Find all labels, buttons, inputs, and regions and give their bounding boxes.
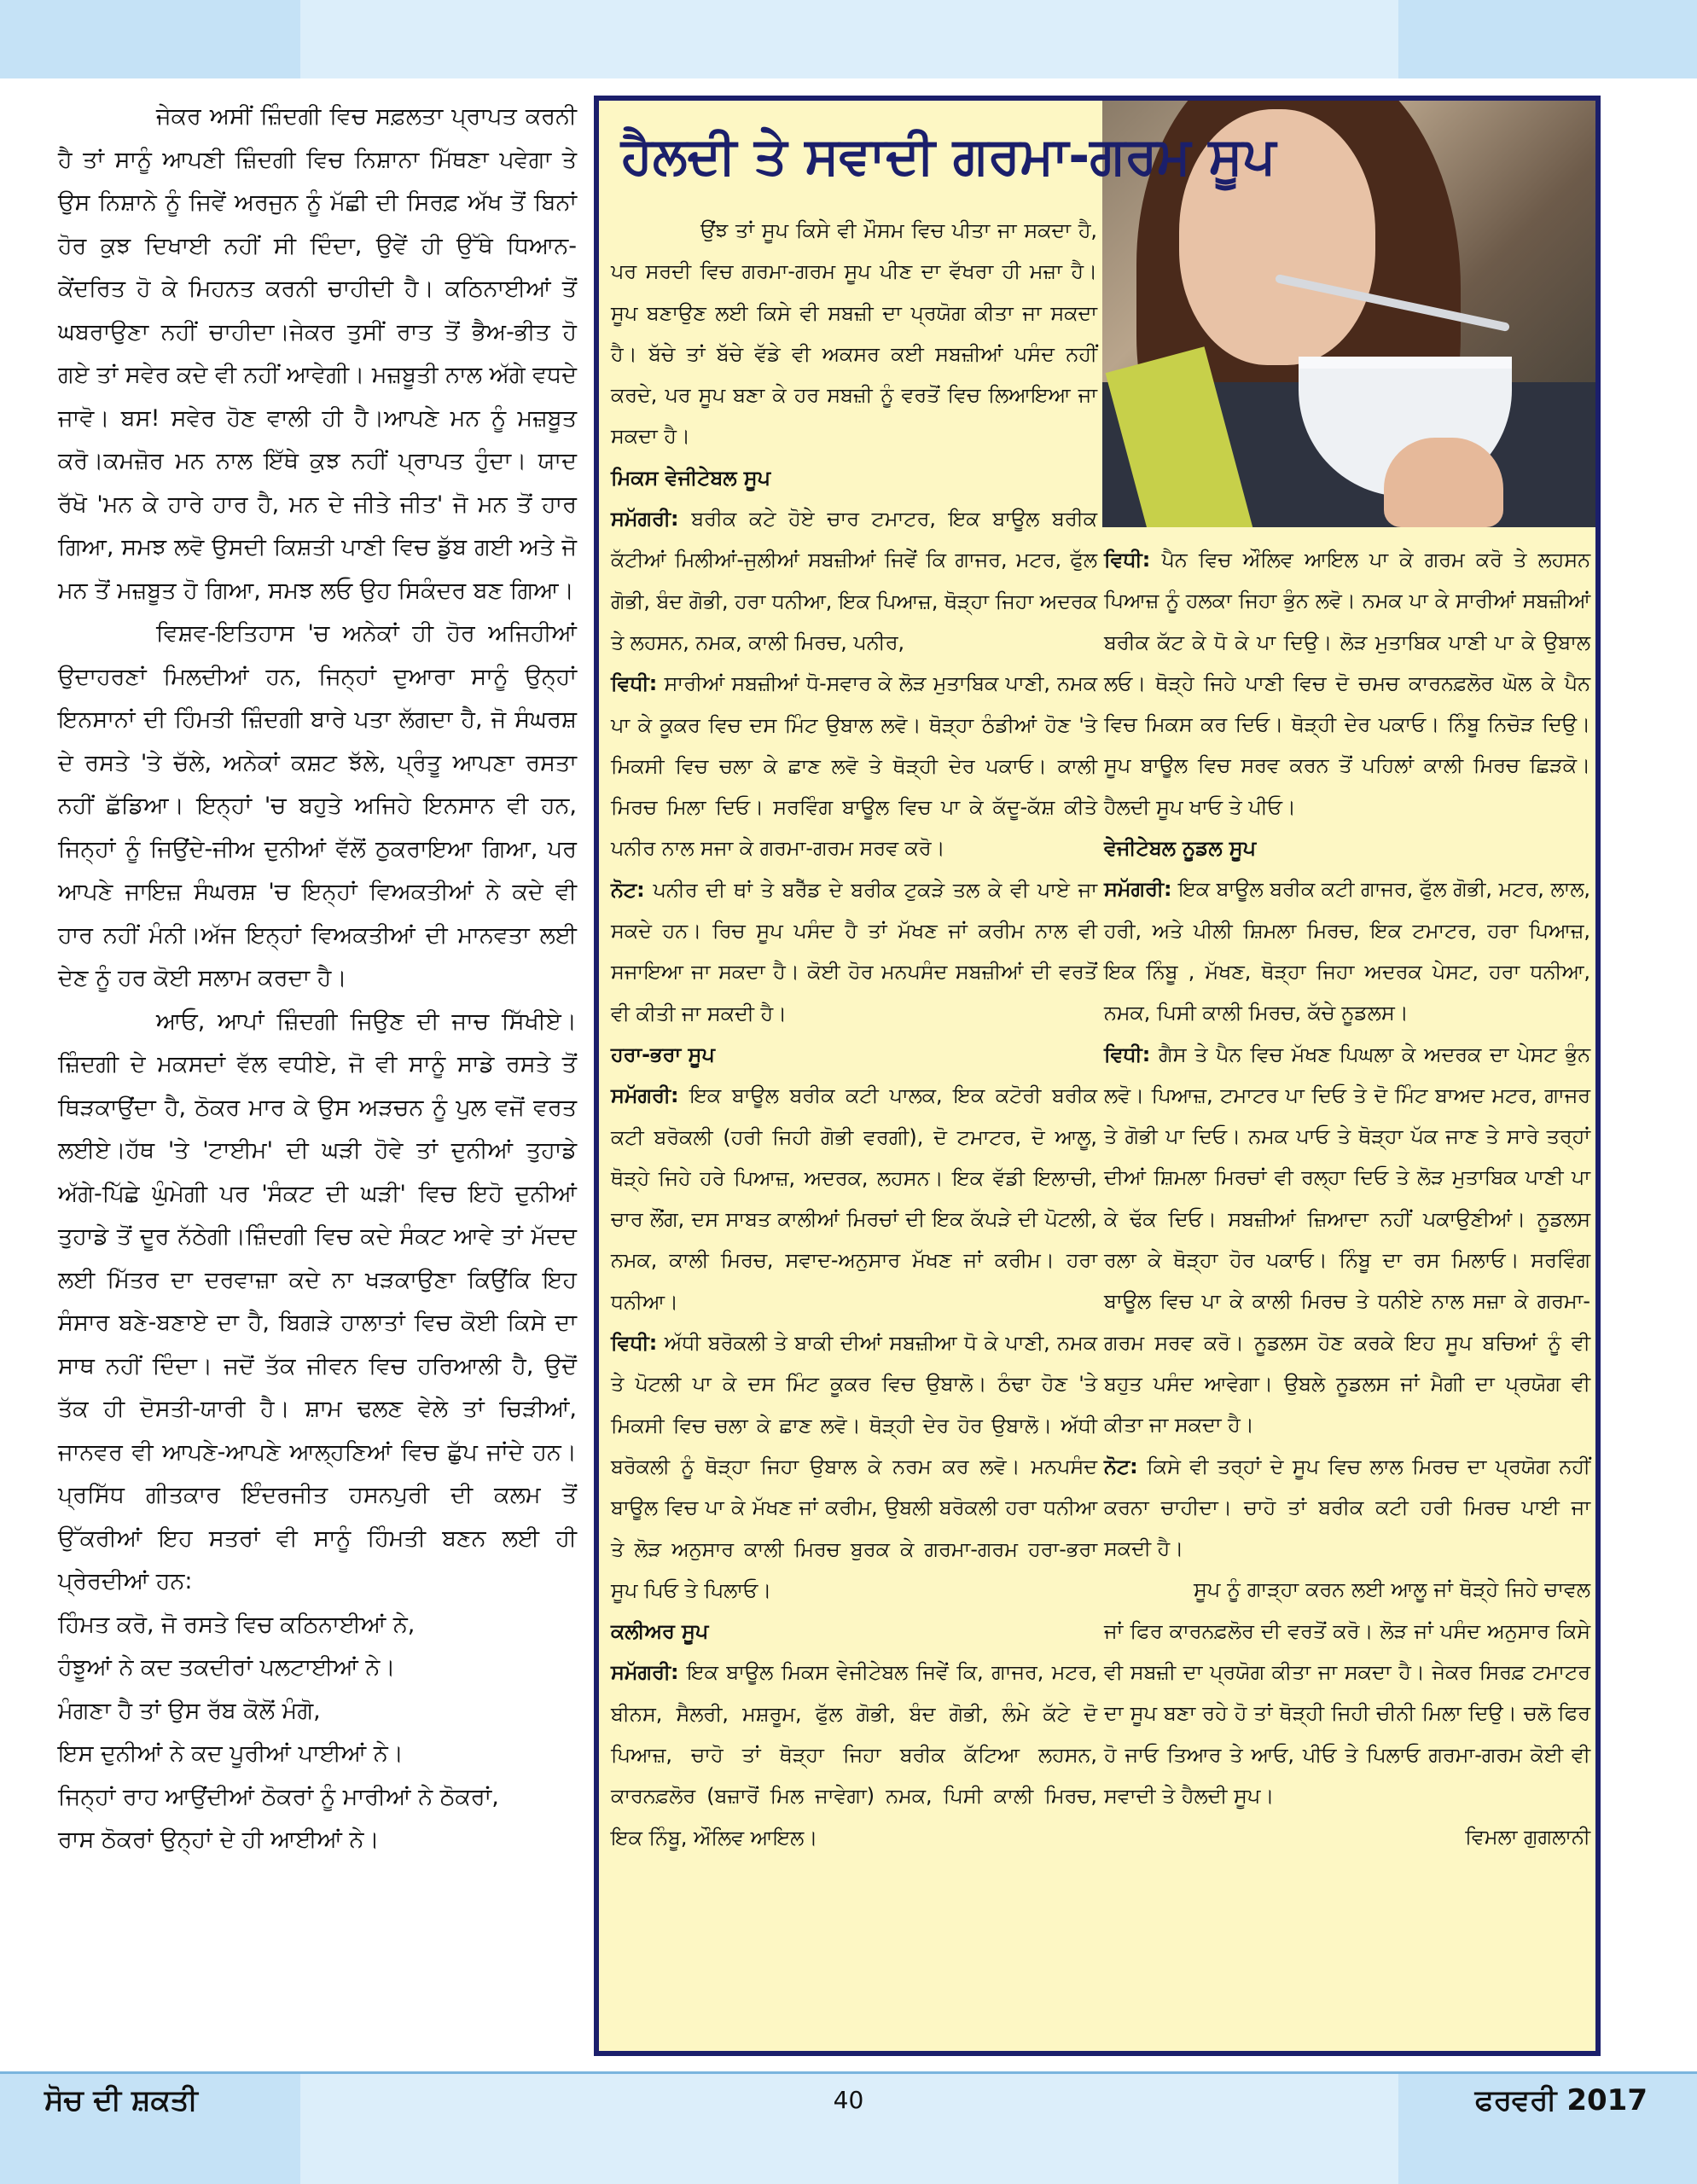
verse-line: ਇਸ ਦੁਨੀਆਂ ਨੇ ਕਦ ਪੂਰੀਆਂ ਪਾਈਆਂ ਨੇ। xyxy=(58,1740,404,1767)
article-intro: ਉਂਝ ਤਾਂ ਸੂਪ ਕਿਸੇ ਵੀ ਮੌਸਮ ਵਿਚ ਪੀਤਾ ਜਾ ਸਕਦਾ ਹੈ, ਪਰ ਸਰਦੀ ਵਿਚ ਗਰਮਾ-ਗਰਮ ਸੂਪ ਪੀਣ ਦਾ ਵੱਖਰਾ ਹੀ ਮਜ਼ਾ ਹੈ। ਸੂਪ ਬਣਾਉਣ ਲਈ ਕਿਸੇ ਵੀ ਸਬਜ਼ੀ ਦਾ ਪ੍ਰਯੋਗ ਕੀਤਾ ਜਾ ਸਕਦਾ ਹੈ। ਬੱਚੇ ਤਾਂ ਬੱਚੇ ਵੱਡੇ ਵੀ ਅਕਸਰ ਕਈ ਸਬਜ਼ੀਆਂ ਪਸੰਦ ਨਹੀਂ ਕਰਦੇ, ਪਰ ਸੂਪ ਬਣਾ ਕੇ ਹਰ ਸਬਜ਼ੀ ਨੂੰ ਵਰਤੋਂ ਵਿਚ ਲਿਆਇਆ ਜਾ ਸਕਦਾ ਹੈ। xyxy=(611,218,1097,449)
article-title: ਹੈਲਦੀ ਤੇ ਸਵਾਦੀ ਗਰਮਾ-ਗਰਮ ਸੂਪ xyxy=(621,126,1276,186)
article-column-2 xyxy=(1104,539,1590,1858)
clear-method xyxy=(1104,539,1590,828)
closing-paragraph: ਸੂਪ ਨੂੰ ਗਾੜ੍ਹਾ ਕਰਨ ਲਈ ਆਲੂ ਜਾਂ ਥੋੜ੍ਹੇ ਜਿਹੇ ਚਾਵਲ ਜਾਂ ਫਿਰ ਕਾਰਨਫ਼ਲੋਰ ਦੀ ਵਰਤੋਂ ਕਰੋ। ਲੋੜ ਜਾਂ ਪਸੰਦ ਅਨੁਸਾਰ ਕਿਸੇ ਵੀ ਸਬਜ਼ੀ ਦਾ ਪ੍ਰਯੋਗ ਕੀਤਾ ਜਾ ਸਕਦਾ ਹੈ। ਜੇਕਰ ਸਿਰਫ਼ ਟਮਾਟਰ ਦਾ ਸੂਪ ਬਣਾ ਰਹੇ ਹੋ ਤਾਂ ਥੋੜ੍ਹੀ ਜਿਹੀ ਚੀਨੀ ਮਿਲਾ ਦਿਉ। ਚਲੋ ਫਿਰ ਹੋ ਜਾਓ ਤਿਆਰ ਤੇ ਆਓ, ਪੀਓ ਤੇ ਪਿਲਾਓ ਗਰਮਾ-ਗਰਮ ਕੋਈ ਵੀ ਸਵਾਦੀ ਤੇ ਹੈਲਦੀ ਸੂਪ। xyxy=(1104,1577,1590,1808)
clear-ingredients xyxy=(611,1652,1097,1857)
verse-line: ਹੰਝੂਆਂ ਨੇ ਕਦ ਤਕਦੀਰਾਂ ਪਲਟਾਈਆਂ ਨੇ। xyxy=(58,1654,396,1681)
ingredients-label: ਸਮੱਗਰੀ: xyxy=(611,1083,679,1108)
soup-article-box xyxy=(594,96,1601,2056)
harabhara-method xyxy=(611,1322,1097,1611)
method-label: ਵਿਧੀ: xyxy=(611,671,658,696)
footer-divider xyxy=(0,2071,1697,2074)
page-number: 40 xyxy=(833,2086,864,2114)
left-paragraph-3: ਆਓ, ਆਪਾਂ ਜ਼ਿੰਦਗੀ ਜਿਉਣ ਦੀ ਜਾਚ ਸਿੱਖੀਏ।ਜ਼ਿੰਦਗੀ ਦੇ ਮਕਸਦਾਂ ਵੱਲ ਵਧੀਏ, ਜੋ ਵੀ ਸਾਨੂੰ ਸਾਡੇ ਰਸਤੇ ਤੋਂ ਥਿੜਕਾਉਂਦਾ ਹੈ, ਠੋਕਰ ਮਾਰ ਕੇ ਉਸ ਅੜਚਨ ਨੂੰ ਪੁਲ ਵਜੋਂ ਵਰਤ ਲਈਏ।ਹੱਥ 'ਤੇ 'ਟਾਈਮ' ਦੀ ਘੜੀ ਹੋਵੇ ਤਾਂ ਦੁਨੀਆਂ ਤੁਹਾਡੇ ਅੱਗੇ-ਪਿੱਛੇ ਘੁੰਮੇਗੀ ਪਰ 'ਸੰਕਟ ਦੀ ਘੜੀ' ਵਿਚ ਇਹੋ ਦੁਨੀਆਂ ਤੁਹਾਡੇ ਤੋਂ ਦੂਰ ਨੱਠੇਗੀ।ਜ਼ਿੰਦਗੀ ਵਿਚ ਕਦੇ ਸੰਕਟ ਆਵੇ ਤਾਂ ਮੱਦਦ ਲਈ ਮਿੱਤਰ ਦਾ ਦਰਵਾਜ਼ਾ ਕਦੇ ਨਾ ਖੜਕਾਉਣਾ ਕਿਉਂਕਿ ਇਹ ਸੰਸਾਰ ਬਣੇ-ਬਣਾਏ ਦਾ ਹੈ, ਬਿਗੜੇ ਹਾਲਾਤਾਂ ਵਿਚ ਕੋਈ ਕਿਸੇ ਦਾ ਸਾਥ ਨਹੀਂ ਦਿੰਦਾ। ਜਦੋਂ ਤੱਕ ਜੀਵਨ ਵਿਚ ਹਰਿਆਲੀ ਹੈ, ਉਦੋਂ ਤੱਕ ਹੀ ਦੋਸਤੀ-ਯਾਰੀ ਹੈ। ਸ਼ਾਮ ਢਲਣ ਵੇਲੇ ਤਾਂ ਚਿੜੀਆਂ, ਜਾਨਵਰ ਵੀ ਆਪਣੇ-ਆਪਣੇ ਆਲ੍ਹਣਿਆਂ ਵਿਚ ਛੁੱਪ ਜਾਂਦੇ ਹਨ। ਪ੍ਰਸਿੱਧ ਗੀਤਕਾਰ ਇੰਦਰਜੀਤ ਹਸਨਪੁਰੀ ਦੀ ਕਲਮ ਤੋਂ ਉੱਕਰੀਆਂ ਇਹ ਸਤਰਾਂ ਵੀ ਸਾਨੂੰ ਹਿੰਮਤੀ ਬਣਨ ਲਈ ਹੀ ਪ੍ਰੇਰਦੀਆਂ ਹਨ: xyxy=(58,1008,577,1594)
author-name: ਵਿਮਲਾ ਗੁਗਲਾਨੀ xyxy=(1465,1825,1590,1850)
ingredients-label: ਸਮੱਗਰੀ: xyxy=(611,1660,679,1685)
verse-line: ਮੰਗਣਾ ਹੈ ਤਾਂ ਉਸ ਰੱਬ ਕੋਲੋਂ ਮੰਗੋ, xyxy=(58,1697,321,1724)
note-text: ਕਿਸੇ ਵੀ ਤਰ੍ਹਾਂ ਦੇ ਸੂਪ ਵਿਚ ਲਾਲ ਮਿਰਚ ਦਾ ਪ੍ਰਯੋਗ ਨਹੀਂ ਕਰਨਾ ਚਾਹੀਦਾ। ਚਾਹੋ ਤਾਂ ਬਰੀਕ ਕਟੀ ਹਰੀ ਮਿਰਚ ਪਾਈ ਜਾ ਸਕਦੀ ਹੈ। xyxy=(1104,1454,1590,1561)
verse-line: ਰਾਸ ਠੋਕਰਾਂ ਉਨ੍ਹਾਂ ਦੇ ਹੀ ਆਈਆਂ ਨੇ। xyxy=(58,1827,380,1853)
harabhara-heading: ਹਰਾ-ਭਰਾ ਸੂਪ xyxy=(611,1042,715,1066)
magazine-name: ਸੋਚ ਦੀ ਸ਼ਕਤੀ xyxy=(44,2083,198,2117)
note-label: ਨੋਟ: xyxy=(1104,1454,1138,1478)
noodle-heading: ਵੇਜੀਟੇਬਲ ਨੂਡਲ ਸੂਪ xyxy=(1104,836,1256,861)
noodle-note xyxy=(1104,1446,1590,1570)
method-label: ਵਿਧੀ: xyxy=(1104,548,1151,572)
harabhara-ingredients xyxy=(611,1075,1097,1322)
top-band xyxy=(0,0,1697,78)
mixveg-note xyxy=(611,869,1097,1034)
ingredients-label: ਸਮੱਗਰੀ: xyxy=(1104,877,1172,902)
mixveg-heading: ਮਿਕਸ ਵੇਜੀਟੇਬਲ ਸੂਪ xyxy=(611,465,770,490)
method-text: ਪੈਨ ਵਿਚ ਔਲਿਵ ਆਇਲ ਪਾ ਕੇ ਗਰਮ ਕਰੋ ਤੇ ਲਹਸਨ ਪਿਆਜ਼ ਨੂੰ ਹਲਕਾ ਜਿਹਾ ਭੁੰਨ ਲਵੋ। ਨਮਕ ਪਾ ਕੇ ਸਾਰੀਆਂ ਸਬਜ਼ੀਆਂ ਬਰੀਕ ਕੱਟ ਕੇ ਧੋ ਕੇ ਪਾ ਦਿਉ। ਲੋੜ ਮੁਤਾਬਿਕ ਪਾਣੀ ਪਾ ਕੇ ਉਬਾਲ ਲਓ। ਥੋੜ੍ਹੇ ਜਿਹੇ ਪਾਣੀ ਵਿਚ ਦੋ ਚਮਚ ਕਾਰਨਫ਼ਲੋਰ ਘੋਲ ਕੇ ਪੈਨ ਵਿਚ ਮਿਕਸ ਕਰ ਦਿਓ। ਥੋੜ੍ਹੀ ਦੇਰ ਪਕਾਓ। ਨਿੰਬੂ ਨਿਚੋੜ ਦਿਉ। ਸੂਪ ਬਾਊਲ ਵਿਚ ਸਰਵ ਕਰਨ ਤੋਂ ਪਹਿਲਾਂ ਕਾਲੀ ਮਿਰਚ ਛਿੜਕੋ। ਹੈਲਦੀ ਸੂਪ ਖਾਓ ਤੇ ਪੀਓ। xyxy=(1104,548,1590,819)
noodle-method xyxy=(1104,1034,1590,1446)
article-column-1 xyxy=(611,210,1097,1858)
method-label: ਵਿਧੀ: xyxy=(611,1331,658,1356)
ingredients-text: ਬਰੀਕ ਕਟੇ ਹੋਏ ਚਾਰ ਟਮਾਟਰ, ਇਕ ਬਾਊਲ ਬਰੀਕ ਕੱਟੀਆਂ ਮਿਲੀਆਂ-ਜੁਲੀਆਂ ਸਬਜ਼ੀਆਂ ਜਿਵੇਂ ਕਿ ਗਾਜਰ, ਮਟਰ, ਫੁੱਲ ਗੋਭੀ, ਬੰਦ ਗੋਭੀ, ਹਰਾ ਧਨੀਆ, ਇਕ ਪਿਆਜ਼, ਥੋੜ੍ਹਾ ਜਿਹਾ ਅਦਰਕ ਤੇ ਲਹਸਨ, ਨਮਕ, ਕਾਲੀ ਮਿਰਚ, ਪਨੀਰ, xyxy=(611,507,1097,654)
method-text: ਅੱਧੀ ਬਰੋਕਲੀ ਤੇ ਬਾਕੀ ਦੀਆਂ ਸਬਜ਼ੀਆ ਧੋ ਕੇ ਪਾਣੀ, ਨਮਕ ਤੇ ਪੋਟਲੀ ਪਾ ਕੇ ਦਸ ਮਿੰਟ ਕੂਕਰ ਵਿਚ ਉਬਾਲੋ। ਠੰਢਾ ਹੋਣ 'ਤੇ ਮਿਕਸੀ ਵਿਚ ਚਲਾ ਕੇ ਛਾਣ ਲਵੋ। ਥੋੜ੍ਹੀ ਦੇਰ ਹੋਰ ਉਬਾਲੋ। ਅੱਧੀ ਬਰੋਕਲੀ ਨੂੰ ਥੋੜ੍ਹਾ ਜਿਹਾ ਉਬਾਲ ਕੇ ਨਰਮ ਕਰ ਲਵੋ। ਮਨਪਸੰਦ ਬਾਊਲ ਵਿਚ ਪਾ ਕੇ ਮੱਖਣ ਜਾਂ ਕਰੀਮ, ਉਬਲੀ ਬਰੋਕਲੀ ਹਰਾ ਧਨੀਆ ਤੇ ਲੋੜ ਅਨੁਸਾਰ ਕਾਲੀ ਮਿਰਚ ਬੁਰਕ ਕੇ ਗਰਮਾ-ਗਰਮ ਹਰਾ-ਭਰਾ ਸੂਪ ਪਿਓ ਤੇ ਪਿਲਾਓ। xyxy=(611,1331,1097,1602)
verse-line: ਜਿਨ੍ਹਾਂ ਰਾਹ ਆਉਂਦੀਆਂ ਠੋਕਰਾਂ ਨੂੰ ਮਾਰੀਆਂ ਨੇ ਠੋਕਰਾਂ, xyxy=(58,1783,499,1810)
method-text: ਗੈਸ ਤੇ ਪੈਨ ਵਿਚ ਮੱਖਣ ਪਿਘਲਾ ਕੇ ਅਦਰਕ ਦਾ ਪੇਸਟ ਭੁੰਨ ਲਵੋ। ਪਿਆਜ਼, ਟਮਾਟਰ ਪਾ ਦਿਓ ਤੇ ਦੋ ਮਿੰਟ ਬਾਅਦ ਮਟਰ, ਗਾਜਰ ਤੇ ਗੋਭੀ ਪਾ ਦਿਓ। ਨਮਕ ਪਾਓ ਤੇ ਥੋੜ੍ਹਾ ਪੱਕ ਜਾਣ ਤੇ ਸਾਰੇ ਤਰ੍ਹਾਂ ਦੀਆਂ ਸ਼ਿਮਲਾ ਮਿਰਚਾਂ ਵੀ ਰਲ੍ਹਾ ਦਿਓ ਤੇ ਲੋੜ ਮੁਤਾਬਿਕ ਪਾਣੀ ਪਾ ਕੇ ਢੱਕ ਦਿਓ। ਸਬਜ਼ੀਆਂ ਜ਼ਿਆਦਾ ਨਹੀਂ ਪਕਾਉਣੀਆਂ। ਨੂਡਲਸ ਰਲਾ ਕੇ ਥੋੜ੍ਹਾ ਹੋਰ ਪਕਾਓ। ਨਿੰਬੂ ਦਾ ਰਸ ਮਿਲਾਓ। ਸਰਵਿੰਗ ਬਾਊਲ ਵਿਚ ਪਾ ਕੇ ਕਾਲੀ ਮਿਰਚ ਤੇ ਧਨੀਏ ਨਾਲ ਸਜ਼ਾ ਕੇ ਗਰਮਾ-ਗਰਮ ਸਰਵ ਕਰੋ। ਨੂਡਲਸ ਹੋਣ ਕਰਕੇ ਇਹ ਸੂਪ ਬਚਿਆਂ ਨੂੰ ਵੀ ਬਹੁਤ ਪਸੰਦ ਆਵੇਗਾ। ਉਬਲੇ ਨੂਡਲਸ ਜਾਂ ਮੈਗੀ ਦਾ ਪ੍ਰਯੋਗ ਵੀ ਕੀਤਾ ਜਾ ਸਕਦਾ ਹੈ। xyxy=(1104,1042,1590,1438)
left-paragraph-2: ਵਿਸ਼ਵ-ਇਤਿਹਾਸ 'ਚ ਅਨੇਕਾਂ ਹੀ ਹੋਰ ਅਜਿਹੀਆਂ ਉਦਾਹਰਣਾਂ ਮਿਲਦੀਆਂ ਹਨ, ਜਿਨ੍ਹਾਂ ਦੁਆਰਾ ਸਾਨੂੰ ਉਨ੍ਹਾਂ ਇਨਸਾਨਾਂ ਦੀ ਹਿੰਮਤੀ ਜ਼ਿੰਦਗੀ ਬਾਰੇ ਪਤਾ ਲੱਗਦਾ ਹੈ, ਜੋ ਸੰਘਰਸ਼ ਦੇ ਰਸਤੇ 'ਤੇ ਚੱਲੇ, ਅਨੇਕਾਂ ਕਸ਼ਟ ਝੱਲੇ, ਪ੍ਰੰਤੂ ਆਪਣਾ ਰਸਤਾ ਨਹੀਂ ਛੱਡਿਆ। ਇਨ੍ਹਾਂ 'ਚ ਬਹੁਤੇ ਅਜਿਹੇ ਇਨਸਾਨ ਵੀ ਹਨ, ਜਿਨ੍ਹਾਂ ਨੂੰ ਜਿਉਂਦੇ-ਜੀਅ ਦੁਨੀਆਂ ਵੱਲੋਂ ਠੁਕਰਾਇਆ ਗਿਆ, ਪਰ ਆਪਣੇ ਜਾਇਜ਼ ਸੰਘਰਸ਼ 'ਚ ਇਨ੍ਹਾਂ ਵਿਅਕਤੀਆਂ ਨੇ ਕਦੇ ਵੀ ਹਾਰ ਨਹੀਂ ਮੰਨੀ।ਅੱਜ ਇਨ੍ਹਾਂ ਵਿਅਕਤੀਆਂ ਦੀ ਮਾਨਵਤਾ ਲਈ ਦੇਣ ਨੂੰ ਹਰ ਕੋਈ ਸਲਾਮ ਕਰਦਾ ਹੈ। xyxy=(58,620,577,991)
noodle-ingredients xyxy=(1104,868,1590,1033)
ingredients-text: ਇਕ ਬਾਊਲ ਬਰੀਕ ਕਟੀ ਪਾਲਕ, ਇਕ ਕਟੋਰੀ ਬਰੀਕ ਕਟੀ ਬਰੋਕਲੀ (ਹਰੀ ਜਿਹੀ ਗੋਭੀ ਵਰਗੀ), ਦੋ ਟਮਾਟਰ, ਦੋ ਆਲੂ, ਥੋੜ੍ਹੇ ਜਿਹੇ ਹਰੇ ਪਿਆਜ਼, ਅਦਰਕ, ਲਹਸਨ। ਇਕ ਵੱਡੀ ਇਲਾਚੀ, ਚਾਰ ਲੌਂਗ, ਦਸ ਸਾਬਤ ਕਾਲੀਆਂ ਮਿਰਚਾਂ ਦੀ ਇਕ ਕੱਪੜੇ ਦੀ ਪੋਟਲੀ, ਨਮਕ, ਕਾਲੀ ਮਿਰਚ, ਸਵਾਦ-ਅਨੁਸਾਰ ਮੱਖਣ ਜਾਂ ਕਰੀਮ। ਹਰਾ ਧਨੀਆ। xyxy=(611,1083,1097,1314)
issue-date: ਫਰਵਰੀ 2017 xyxy=(1474,2083,1648,2117)
clear-heading: ਕਲੀਅਰ ਸੂਪ xyxy=(611,1619,709,1644)
ingredients-text: ਇਕ ਬਾਊਲ ਮਿਕਸ ਵੇਜੀਟੇਬਲ ਜਿਵੇਂ ਕਿ, ਗਾਜਰ, ਮਟਰ, ਬੀਨਸ, ਸੈਲਰੀ, ਮਸ਼ਰੂਮ, ਫੁੱਲ ਗੋਭੀ, ਬੰਦ ਗੋਭੀ, ਲੰਮੇ ਕੱਟੇ ਦੋ ਪਿਆਜ਼, ਚਾਹੋ ਤਾਂ ਥੋੜ੍ਹਾ ਜਿਹਾ ਬਰੀਕ ਕੱਟਿਆ ਲਹਸਨ, ਕਾਰਨਫ਼ਲੋਰ (ਬਜ਼ਾਰੋਂ ਮਿਲ ਜਾਵੇਗਾ) ਨਮਕ, ਪਿਸੀ ਕਾਲੀ ਮਿਰਚ, ਇਕ ਨਿੰਬੂ, ਔਲਿਵ ਆਇਲ। xyxy=(611,1660,1097,1850)
method-label: ਵਿਧੀ: xyxy=(1104,1042,1151,1066)
verse-line: ਹਿੰਮਤ ਕਰੋ, ਜੋ ਰਸਤੇ ਵਿਚ ਕਠਿਨਾਈਆਂ ਨੇ, xyxy=(58,1611,416,1638)
ingredients-text: ਇਕ ਬਾਊਲ ਬਰੀਕ ਕਟੀ ਗਾਜਰ, ਫੁੱਲ ਗੋਭੀ, ਮਟਰ, ਲਾਲ, ਹਰੀ, ਅਤੇ ਪੀਲੀ ਸ਼ਿਮਲਾ ਮਿਰਚ, ਇਕ ਟਮਾਟਰ, ਹਰਾ ਪਿਆਜ਼, ਇਕ ਨਿੰਬੂ , ਮੱਖਣ, ਥੋੜ੍ਹਾ ਜਿਹਾ ਅਦਰਕ ਪੇਸਟ, ਹਰਾ ਧਨੀਆ, ਨਮਕ, ਪਿਸੀ ਕਾਲੀ ਮਿਰਚ, ਕੱਚੇ ਨੂਡਲਸ। xyxy=(1104,877,1590,1025)
poem-verse xyxy=(58,1604,577,1862)
note-label: ਨੋਟ: xyxy=(611,877,645,902)
left-paragraph-1: ਜੇਕਰ ਅਸੀਂ ਜ਼ਿੰਦਗੀ ਵਿਚ ਸਫ਼ਲਤਾ ਪ੍ਰਾਪਤ ਕਰਨੀ ਹੈ ਤਾਂ ਸਾਨੂੰ ਆਪਣੀ ਜ਼ਿੰਦਗੀ ਵਿਚ ਨਿਸ਼ਾਨਾ ਮਿੱਥਣਾ ਪਵੇਗਾ ਤੇ ਉਸ ਨਿਸ਼ਾਨੇ ਨੂੰ ਜਿਵੇਂ ਅਰਜੁਨ ਨੂੰ ਮੱਛੀ ਦੀ ਸਿਰਫ਼ ਅੱਖ ਤੋਂ ਬਿਨਾਂ ਹੋਰ ਕੁਝ ਦਿਖਾਈ ਨਹੀਂ ਸੀ ਦਿੰਦਾ, ਉਵੇਂ ਹੀ ਉੱਥੇ ਧਿਆਨ-ਕੇਂਦਰਿਤ ਹੋ ਕੇ ਮਿਹਨਤ ਕਰਨੀ ਚਾਹੀਦੀ ਹੈ। ਕਠਿਨਾਈਆਂ ਤੋਂ ਘਬਰਾਉਣਾ ਨਹੀਂ ਚਾਹੀਦਾ।ਜੇਕਰ ਤੁਸੀਂ ਰਾਤ ਤੋਂ ਭੈਅ-ਭੀਤ ਹੋ ਗਏ ਤਾਂ ਸਵੇਰ ਕਦੇ ਵੀ ਨਹੀਂ ਆਵੇਗੀ। ਮਜ਼ਬੂਤੀ ਨਾਲ ਅੱਗੇ ਵਧਦੇ ਜਾਵੋ। ਬਸ! ਸਵੇਰ ਹੋਣ ਵਾਲੀ ਹੀ ਹੈ।ਆਪਣੇ ਮਨ ਨੂੰ ਮਜ਼ਬੂਤ ਕਰੋ।ਕਮਜ਼ੋਰ ਮਨ ਨਾਲ ਇੱਥੇ ਕੁਝ ਨਹੀਂ ਪ੍ਰਾਪਤ ਹੁੰਦਾ। ਯਾਦ ਰੱਖੋ 'ਮਨ ਕੇ ਹਾਰੇ ਹਾਰ ਹੈ, ਮਨ ਦੇ ਜੀਤੇ ਜੀਤ' ਜੋ ਮਨ ਤੋਂ ਹਾਰ ਗਿਆ, ਸਮਝ ਲਵੋ ਉਸਦੀ ਕਿਸ਼ਤੀ ਪਾਣੀ ਵਿਚ ਡੁੱਬ ਗਈ ਅਤੇ ਜੋ ਮਨ ਤੋਂ ਮਜ਼ਬੂਤ ਹੋ ਗਿਆ, ਸਮਝ ਲਓ ਉਹ ਸਿਕੰਦਰ ਬਣ ਗਿਆ। xyxy=(58,103,577,604)
left-column xyxy=(58,96,577,1862)
ingredients-label: ਸਮੱਗਰੀ: xyxy=(611,507,679,531)
mixveg-method xyxy=(611,663,1097,868)
method-text: ਸਾਰੀਆਂ ਸਬਜ਼ੀਆਂ ਧੋ-ਸਵਾਰ ਕੇ ਲੋੜ ਮੁਤਾਬਿਕ ਪਾਣੀ, ਨਮਕ ਪਾ ਕੇ ਕੂਕਰ ਵਿਚ ਦਸ ਮਿੰਟ ਉਬਾਲ ਲਵੋ। ਥੋੜ੍ਹਾ ਠੰਡੀਆਂ ਹੋਣ 'ਤੇ ਮਿਕਸੀ ਵਿਚ ਚਲਾ ਕੇ ਛਾਣ ਲਵੋ ਤੇ ਥੋੜ੍ਹੀ ਦੇਰ ਪਕਾਓ। ਕਾਲੀ ਮਿਰਚ ਮਿਲਾ ਦਿਓ। ਸਰਵਿੰਗ ਬਾਊਲ ਵਿਚ ਪਾ ਕੇ ਕੱਦੂ-ਕੱਸ਼ ਕੀਤੇ ਪਨੀਰ ਨਾਲ ਸਜਾ ਕੇ ਗਰਮਾ-ਗਰਮ ਸਰਵ ਕਰੋ। xyxy=(611,671,1097,861)
note-text: ਪਨੀਰ ਦੀ ਥਾਂ ਤੇ ਬਰੈੱਡ ਦੇ ਬਰੀਕ ਟੁਕੜੇ ਤਲ ਕੇ ਵੀ ਪਾਏ ਜਾ ਸਕਦੇ ਹਨ। ਰਿਚ ਸੂਪ ਪਸੰਦ ਹੈ ਤਾਂ ਮੱਖਣ ਜਾਂ ਕਰੀਮ ਨਾਲ ਵੀ ਸਜਾਇਆ ਜਾ ਸਕਦਾ ਹੈ। ਕੋਈ ਹੋਰ ਮਨਪਸੰਦ ਸਬਜ਼ੀਆਂ ਦੀ ਵਰਤੋਂ ਵੀ ਕੀਤੀ ਜਾ ਸਕਦੀ ਹੈ। xyxy=(611,877,1097,1025)
mixveg-ingredients xyxy=(611,498,1097,663)
